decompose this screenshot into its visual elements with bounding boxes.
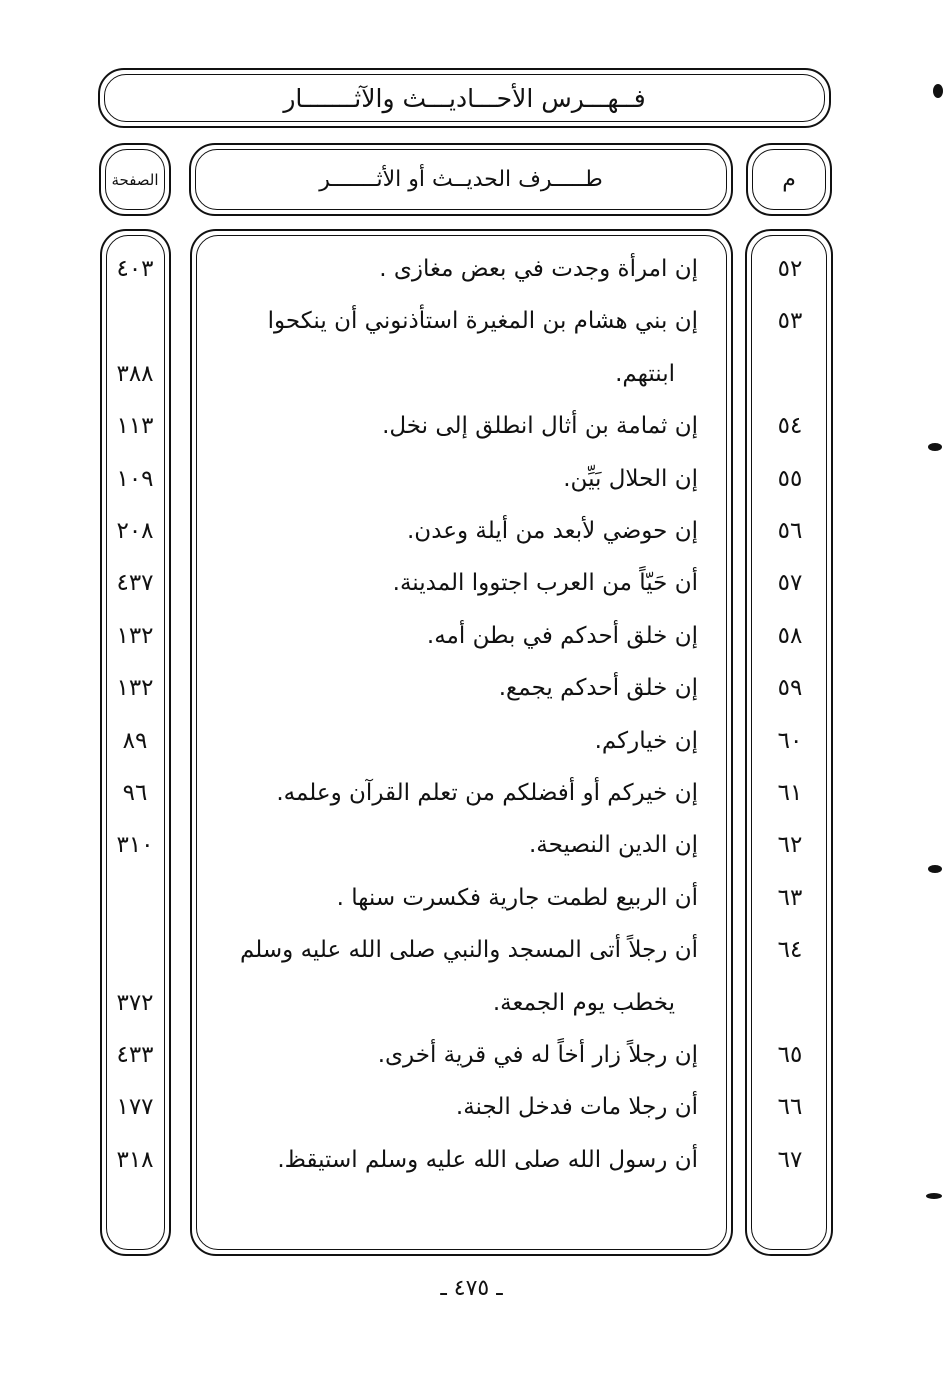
entry-page: ٤٠٣ bbox=[116, 256, 154, 282]
page-number-footer: ـ ٤٧٥ ـ bbox=[440, 1275, 503, 1301]
index-row bbox=[0, 819, 943, 871]
entry-page bbox=[102, 872, 168, 924]
scan-speck bbox=[928, 443, 942, 451]
entry-text: ابنتهم. bbox=[615, 360, 675, 387]
index-row bbox=[0, 715, 943, 767]
entry-number: ٦٢ bbox=[777, 832, 803, 859]
index-row bbox=[0, 767, 943, 819]
scan-speck bbox=[928, 865, 942, 873]
entry-text: أن رجلا مات فدخل الجنة. bbox=[455, 1094, 698, 1121]
entry-text: إن الحلال بَيِّن. bbox=[563, 465, 698, 492]
entry-number: ٦٥ bbox=[777, 1042, 803, 1068]
index-row bbox=[0, 1134, 943, 1186]
entry-text: أن رجلاً أتى المسجد والنبي صلى الله عليه وسلم bbox=[239, 937, 698, 964]
entry-text: إن الدين النصيحة. bbox=[529, 832, 698, 859]
entry-text: إن خلق أحدكم يجمع. bbox=[498, 675, 698, 702]
hadith-header-label: طـــــرف الحديــث أو الأثـــــــر bbox=[319, 167, 603, 192]
page-header-wrap bbox=[99, 143, 171, 216]
entry-number: ٥٩ bbox=[777, 675, 803, 702]
index-row bbox=[0, 348, 943, 400]
entry-text: إن خياركم. bbox=[594, 727, 698, 754]
index-row bbox=[0, 505, 943, 557]
page-title: فــهـــرس الأحـــاديـــث والآثـــــــار bbox=[283, 83, 646, 113]
index-row bbox=[0, 662, 943, 714]
entry-text: إن امرأة وجدت في بعض مغازى . bbox=[379, 256, 698, 282]
entry-number: ٦٣ bbox=[777, 884, 803, 911]
entry-number: ٦٦ bbox=[777, 1094, 803, 1121]
entry-text: إن ثمامة بن أثال انطلق إلى نخل. bbox=[382, 413, 698, 440]
entry-page: ٣١٨ bbox=[116, 1146, 154, 1173]
page-header-label: الصفحة bbox=[111, 170, 159, 189]
entry-number: ٦٧ bbox=[777, 1146, 803, 1173]
entry-number: ٥٧ bbox=[777, 570, 803, 597]
entry-text: أن رسول الله صلى الله عليه وسلم استيقظ. bbox=[277, 1146, 698, 1173]
entry-number: ٥٨ bbox=[777, 622, 803, 649]
entry-page: ٢٠٨ bbox=[116, 518, 154, 544]
entry-page: ٤٣٣ bbox=[116, 1042, 154, 1068]
entry-number: ٥٥ bbox=[777, 465, 803, 492]
entry-text: إن حوضي لأبعد من أيلة وعدن. bbox=[407, 518, 698, 544]
index-row bbox=[0, 872, 943, 924]
entry-page: ١٣٢ bbox=[116, 622, 154, 649]
entry-page: ٣٧٢ bbox=[116, 989, 154, 1016]
entry-text: إن خيركم أو أفضلكم من تعلم القرآن وعلمه. bbox=[276, 780, 698, 806]
entry-text: إن خلق أحدكم في بطن أمه. bbox=[426, 622, 698, 649]
entry-page: ٩٦ bbox=[122, 780, 148, 806]
entry-page: ١٠٩ bbox=[116, 465, 154, 492]
entry-page: ٤٣٧ bbox=[116, 570, 154, 597]
index-row bbox=[0, 453, 943, 505]
index-row bbox=[0, 1029, 943, 1081]
entry-number: ٦٠ bbox=[777, 727, 803, 754]
entry-text: أن حَيّاً من العرب اجتووا المدينة. bbox=[392, 570, 698, 597]
index-row bbox=[0, 295, 943, 347]
entry-number: ٥٢ bbox=[777, 256, 803, 282]
entry-number: ٥٤ bbox=[777, 413, 803, 440]
entry-page: ١٣٢ bbox=[116, 675, 154, 702]
entry-text: إن بني هشام بن المغيرة استأذنوني أن ينكحوا bbox=[267, 308, 698, 335]
scan-speck bbox=[926, 1193, 942, 1199]
entry-page: ١٧٧ bbox=[116, 1094, 154, 1121]
entry-page bbox=[102, 295, 168, 347]
entry-number bbox=[750, 348, 830, 400]
index-row bbox=[0, 243, 943, 295]
index-row bbox=[0, 924, 943, 976]
entry-text: يخطب يوم الجمعة. bbox=[492, 989, 675, 1016]
entry-text: أن الربيع لطمت جارية فكسرت سنها . bbox=[336, 884, 698, 911]
entry-page bbox=[102, 924, 168, 976]
index-row bbox=[0, 400, 943, 452]
index-row bbox=[0, 557, 943, 609]
entry-page: ١١٣ bbox=[116, 413, 154, 440]
entry-page: ٣٨٨ bbox=[116, 360, 154, 387]
entry-page: ٣١٠ bbox=[116, 832, 154, 859]
entry-number: ٦١ bbox=[777, 780, 803, 806]
scan-speck bbox=[933, 84, 943, 98]
index-row bbox=[0, 1081, 943, 1133]
entry-number bbox=[750, 977, 830, 1029]
number-header-label: م bbox=[782, 167, 796, 192]
index-row bbox=[0, 977, 943, 1029]
entry-text: إن رجلاً زار أخاً له في قرية أخرى. bbox=[377, 1042, 698, 1068]
index-row bbox=[0, 610, 943, 662]
entry-number: ٥٦ bbox=[777, 518, 803, 544]
entry-page: ٨٩ bbox=[122, 727, 148, 754]
entry-number: ٦٤ bbox=[777, 937, 803, 964]
entry-number: ٥٣ bbox=[777, 308, 803, 335]
